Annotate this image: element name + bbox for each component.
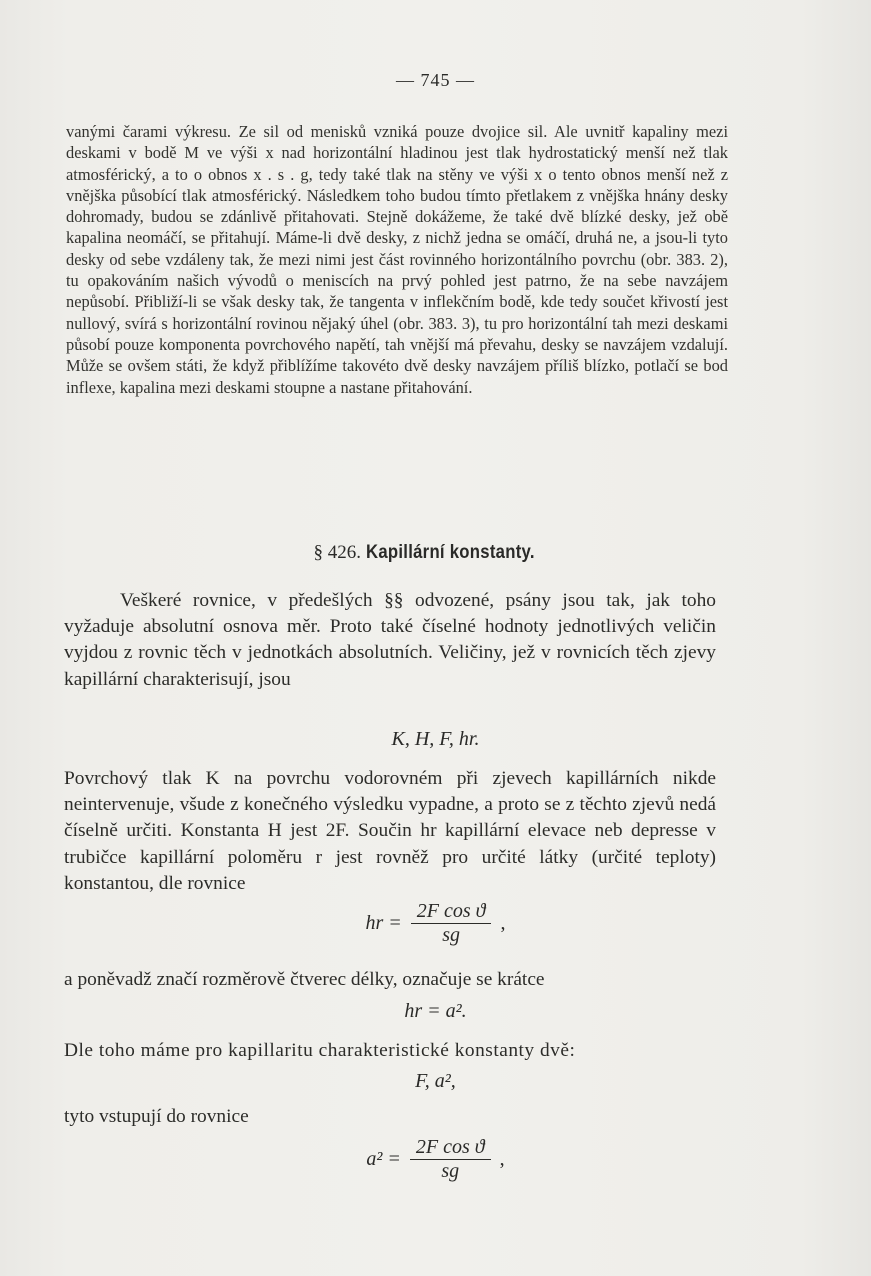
equation-hr-a2: hr = a². — [404, 1000, 467, 1022]
equation-hr — [0, 900, 871, 947]
equation-tail: , — [500, 912, 506, 934]
paragraph-continuation — [66, 121, 728, 398]
fraction — [411, 900, 492, 947]
text-line: tyto vstupují do rovnice — [64, 1106, 249, 1127]
fraction-numerator: 2F cos ϑ — [410, 1136, 491, 1160]
paragraph-surface-pressure — [64, 766, 716, 897]
fraction-numerator: 2F cos ϑ — [411, 900, 492, 924]
text-line-content: Dle toho máme pro kapillaritu charakteristické konstanty dvě: — [64, 1040, 576, 1061]
page-number: — 745 — — [396, 70, 475, 90]
text-line — [64, 1038, 716, 1064]
paragraph-text: Povrchový tlak K na povrchu vodorovném při zjevech kapillárních nikde neintervenuje, všude z konečného výsledku vypadne, a proto se z těchto zjevů nedá číselně určiti. Konstanta H jest 2F. Součin hr kapillární elevace neb depresse v trubičce kapillární poloměru r jest rovněž pro určité látky (určité teploty) konstantou, dle rovnice — [64, 768, 716, 894]
equation-lhs: a² = — [366, 1148, 401, 1170]
equation-constants: F, a², — [415, 1070, 456, 1092]
paragraph-text: vanými čarami výkresu. Ze sil od menisků vzniká pouze dvojice sil. Ale uvnitř kapaliny mezi deskami v bodě M ve výši x nad horizontální hladinou jest tlak hydrostatický menší než tlak atmosférický, a to o obnos x . s . g, tedy také tlak na stěny ve výši x o tento obnos menší než z vnějška působící tlak atmosférický. Následkem toho budou tímto přetlakem z vnějška hnány desky dohromady, budou se zdánlivě přitahovati. Stejně dokážeme, že také dvě blízké desky, jež obě kapalina neomáčí, se přitahují. Máme-li dvě desky, z nichž jedna se omáčí, druhá ne, a jsou-li tyto desky od sebe vzdáleny tak, že mezi nimi jest část rovinného horizontálního povrchu (obr. 383. 2), tu opakováním našich vývodů o meniscích na prvý pohled jest patrno, že na sebe navzájem nepůsobí. Přibliží-li se však desky tak, že tangenta v inflekčním bodě, kde tedy součet křivostí jest nullový, svírá s horizontální rovinou nějaký úhel (obr. 383. 3), tu pro horizontální tah mezi deskami působí pouze komponenta povrchového napětí, tah vnější má převahu, desky se navzájem vzdalují. Může se ovšem státi, že když přiblížíme takovéto dvě desky navzájem příliš blízko, potlačí se bod inflexe, kapalina mezi deskami stoupne a nastane přitahování. — [66, 122, 728, 397]
section-intro — [64, 588, 716, 693]
symbols-equation: K, H, F, hr. — [391, 728, 480, 750]
fraction-denominator: sg — [442, 924, 461, 946]
fraction-denominator: sg — [441, 1160, 460, 1182]
text-line: a poněvadž značí rozměrově čtverec délky, označuje se krátce — [64, 969, 545, 990]
equation-tail: , — [499, 1148, 505, 1170]
equation-lhs: hr = — [365, 912, 402, 934]
section-number: § 426. — [313, 542, 361, 563]
fraction — [410, 1136, 491, 1183]
equation-a2 — [0, 1136, 871, 1183]
section-heading — [0, 542, 871, 564]
section-title: Kapillární konstanty. — [365, 542, 535, 563]
paragraph-text: Veškeré rovnice, v předešlých §§ odvozené, psány jsou tak, jak toho vyžaduje absolutní osnova měr. Proto také číselné hodnoty jednotlivých veličin vyjdou z rovnic těch v jednotkách absolutních. Veličiny, jež v rovnicích těch zjevy kapillární charakterisují, jsou — [64, 590, 716, 690]
